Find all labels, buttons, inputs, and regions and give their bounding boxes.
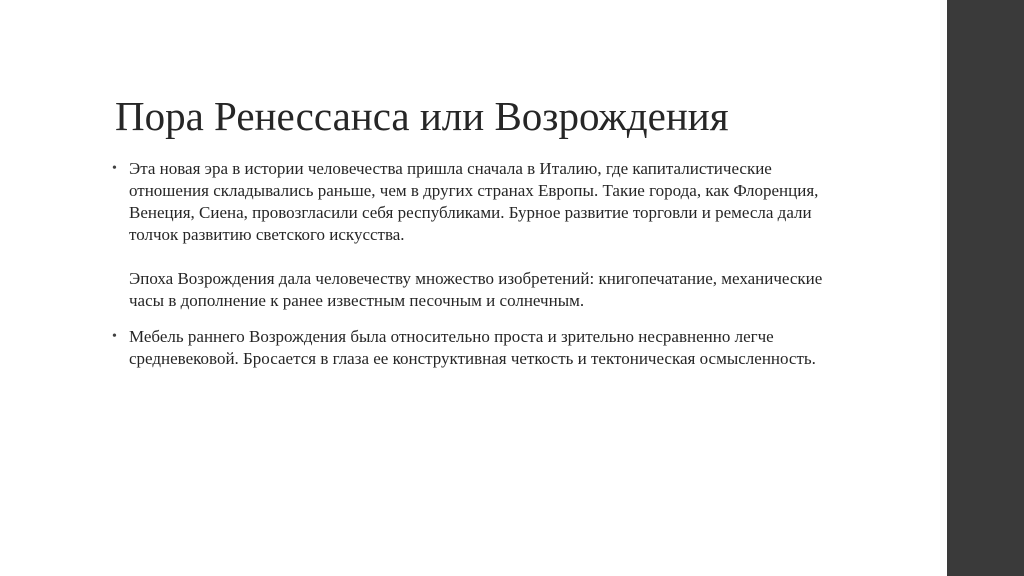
- bullet-item-1: [112, 158, 832, 312]
- slide-title: Пора Ренессанса или Возрождения: [115, 93, 729, 139]
- bullet-list: [112, 158, 832, 370]
- bullet-1-paragraph-2: Эпоха Возрождения дала человечеству множество изобретений: книгопечатание, механические часы в дополнение к ранее известным песочным и солнечным.: [129, 269, 823, 310]
- bullet-1-paragraph-1: Эта новая эра в истории человечества пришла сначала в Италию, где капиталистические отношения складывались раньше, чем в других странах Европы. Такие города, как Флоренция, Венеция, Сиена, провозгласили себя республиками. Бурное развитие торговли и ремесла дали толчок развитию светского искусства.: [129, 159, 819, 244]
- bullet-2-paragraph-1: Мебель раннего Возрождения была относительно проста и зрительно несравненно легче средневековой. Бросается в глаза ее конструктивная четкость и тектоническая осмысленность.: [129, 327, 816, 368]
- bullet-icon: •: [112, 329, 117, 344]
- bullet-item-2: [112, 326, 832, 370]
- bullet-icon: •: [112, 161, 117, 176]
- side-bar: [947, 0, 1024, 576]
- slide-content: [112, 158, 832, 370]
